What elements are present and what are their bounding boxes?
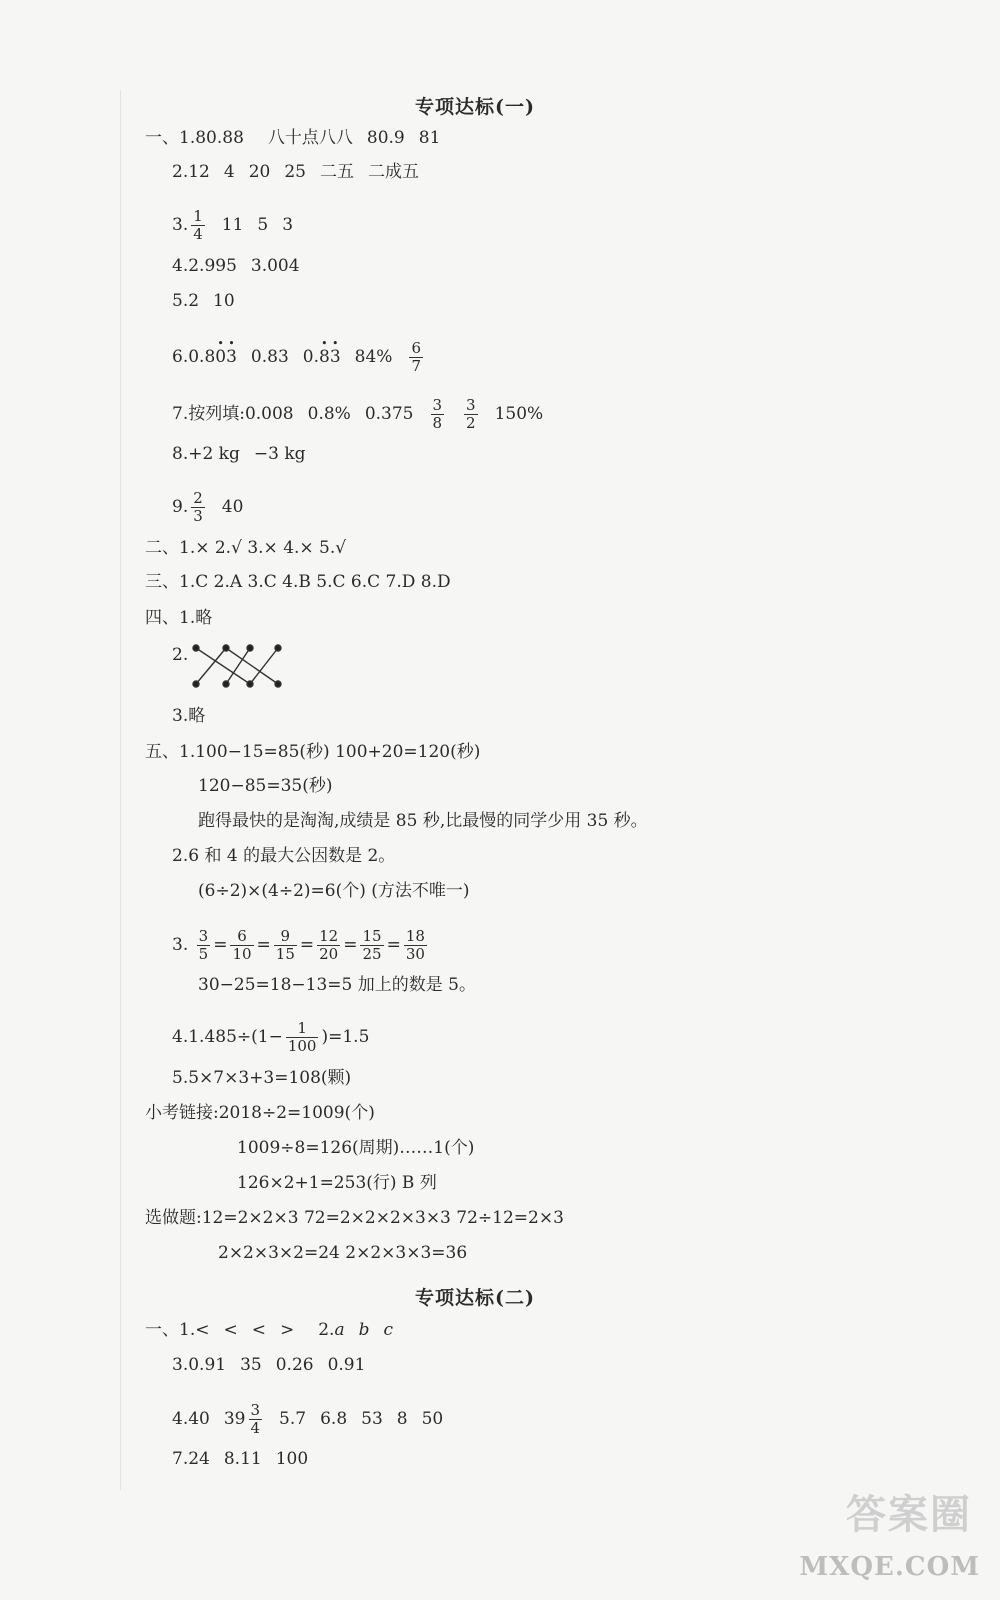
answer-5-4: 4.1.485÷(1− $\frac{1}{100}$ )=1.5 <box>172 1019 370 1055</box>
answer-1-6: 6.0.8• 0• 3 0.83 0.• 8• 3 84% $\frac{6}{7}$ <box>172 340 426 375</box>
fraction: $\frac{3}{2}$ <box>466 396 476 432</box>
optional-2: 2×2×3×2=24 2×2×3×3=36 <box>218 1243 468 1263</box>
answer-2: 二、1.× 2.√ 3.× 4.× 5.√ <box>145 538 347 558</box>
answer-1-5: 5.2 10 <box>172 291 235 311</box>
fraction: $\frac{1}{4}$ <box>193 207 203 243</box>
section-title-1: 专项达标(一) <box>415 96 535 118</box>
answer-1-3: 3. $\frac{1}{4}$ 11 5 3 <box>172 207 294 243</box>
exam-link-3: 126×2+1=253(行) B 列 <box>237 1173 437 1193</box>
s2-answer-3: 3.0.91 35 0.26 0.91 <box>172 1355 366 1375</box>
fraction: $\frac{6}{7}$ <box>411 339 422 375</box>
answer-5-2: 2.6 和 4 的最大公因数是 2。 <box>172 846 396 866</box>
answer-3: 三、1.C 2.A 3.C 4.B 5.C 6.C 7.D 8.D <box>145 572 451 592</box>
s2-answer-7: 7.24 8.11 100 <box>172 1449 309 1469</box>
answer-5-1: 五、1.100−15=85(秒) 100+20=120(秒) <box>145 742 481 762</box>
exam-link-1: 小考链接:2018÷2=1009(个) <box>145 1103 375 1123</box>
answer-4-1: 四、1.略 <box>145 608 213 628</box>
answer-5-1b: 120−85=35(秒) <box>198 776 333 796</box>
answer-5-1c: 跑得最快的是淘淘,成绩是 85 秒,比最慢的同学少用 35 秒。 <box>198 811 648 831</box>
answer-5-3b: 30−25=18−13=5 加上的数是 5。 <box>198 975 476 995</box>
margin-line <box>120 90 121 1490</box>
answer-1-4: 4.2.995 3.004 <box>172 256 300 276</box>
answer-1-1: 一、1.80.88 八十点八八 80.9 81 <box>145 128 441 148</box>
watermark-logo: 答案圈 <box>846 1491 972 1538</box>
watermark-url: MXQE.COM <box>799 1552 980 1582</box>
s2-answer-4: 4.40 39 $\frac{3}{4}$ 5.7 6.8 53 8 50 <box>172 1401 444 1437</box>
answer-5-3: 3. $\frac{3}{5}$ = $\frac{6}{10}$ = $\frac{9}{15}$ = $\frac{12}{20}$ = $\frac{15}{25}$ = $\frac{18}{30}$ <box>172 927 425 963</box>
answer-5-5: 5.5×7×3+3=108(颗) <box>172 1068 352 1088</box>
answer-1-9: 9. $\frac{2}{3}$ 40 <box>172 489 244 525</box>
exam-link-2: 1009÷8=126(周期)……1(个) <box>237 1138 475 1158</box>
optional-1: 选做题:12=2×2×3 72=2×2×2×3×3 72÷12=2×3 <box>145 1208 564 1228</box>
answer-1-2: 2.12 4 20 25 二五 二成五 <box>172 162 419 182</box>
site-watermark <box>792 1487 982 1582</box>
section-title-2: 专项达标(二) <box>415 1287 535 1309</box>
answer-1-8: 8.+2 kg −3 kg <box>172 444 306 464</box>
answer-1-7: 7.按列填:0.008 0.8% 0.375 $\frac{3}{8}$ $\frac{3}{2}$ 150% <box>172 396 544 432</box>
s2-answer-1: 一、1.< < < > 2.a b c <box>145 1320 394 1340</box>
answer-5-2b: (6÷2)×(4÷2)=6(个) (方法不唯一) <box>198 881 470 901</box>
answer-4-2-label: 2. <box>172 645 189 665</box>
fraction: $\frac{2}{3}$ <box>193 489 203 525</box>
fraction: $\frac{3}{8}$ <box>432 396 443 432</box>
matching-lines-diagram <box>190 640 290 692</box>
answer-4-3: 3.略 <box>172 706 206 726</box>
